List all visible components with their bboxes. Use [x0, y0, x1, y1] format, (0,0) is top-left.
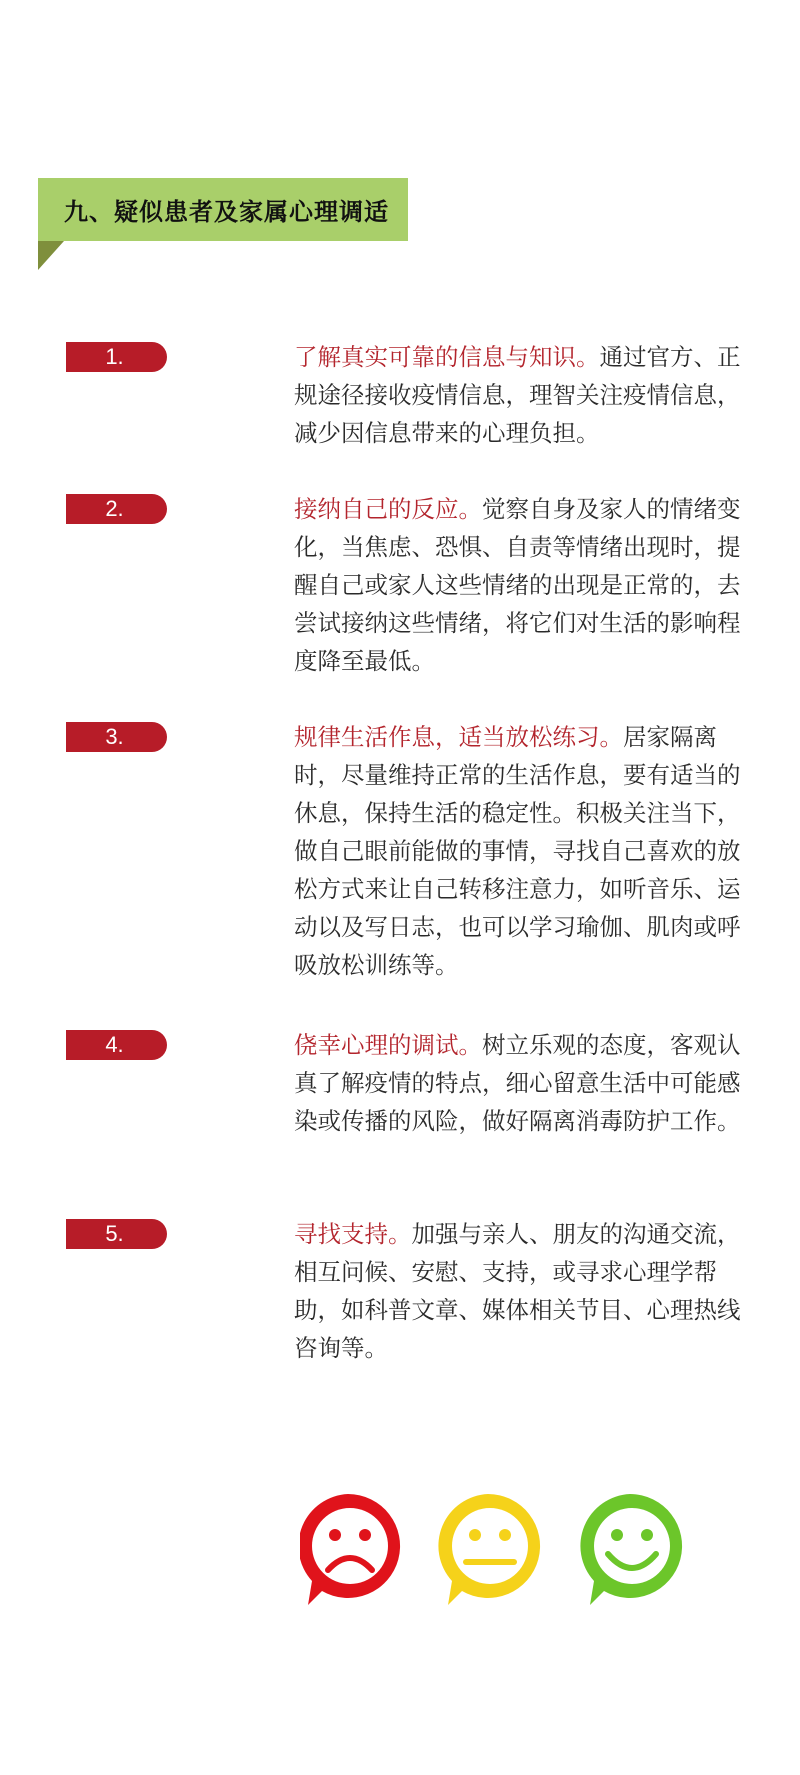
item-lead: 寻找支持。: [294, 1220, 412, 1248]
item-text: [294, 338, 741, 452]
item-body: 通过官方、正规途径接收疫情信息，理智关注疫情信息，减少因信息带来的心理负担。: [294, 343, 741, 447]
item-lead: 了解真实可靠的信息与知识。: [294, 343, 600, 371]
item-number: 3.: [105, 724, 124, 749]
emotion-faces: [300, 1490, 720, 1610]
item-body: 居家隔离时，尽量维持正常的生活作息，要有适当的休息，保持生活的稳定性。积极关注当下，做自己眼前能做的事情，寻找自己喜欢的放松方式来让自己转移注意力，如听音乐、运动以及写日志，也可以学习瑜伽、肌肉或呼吸放松训练等。: [294, 723, 741, 979]
item-body: 加强与亲人、朋友的沟通交流，相互问候、安慰、支持，或寻求心理学帮助，如科普文章、媒体相关节目、心理热线咨询等。: [294, 1220, 741, 1362]
item-number: 2.: [105, 496, 124, 521]
item-body: 树立乐观的态度，客观认真了解疫情的特点，细心留意生活中可能感染或传播的风险，做好隔离消毒防护工作。: [294, 1031, 741, 1135]
item-body: 觉察自身及家人的情绪变化，当焦虑、恐惧、自责等情绪出现时，提醒自己或家人这些情绪的出现是正常的，去尝试接纳这些情绪，将它们对生活的影响程度降至最低。: [294, 495, 741, 675]
item-text: [294, 718, 741, 984]
page-title: 九、疑似患者及家属心理调适: [64, 198, 389, 226]
happy-face-icon: [580, 1494, 682, 1605]
item-number-badge: [66, 494, 167, 524]
banner-fold: [38, 241, 64, 270]
item-number-badge: [66, 1030, 167, 1060]
item-text: [294, 1026, 741, 1140]
item-number: 4.: [105, 1032, 124, 1057]
item-text: [294, 490, 741, 680]
page-title-banner: [38, 178, 408, 241]
item-number-badge: [66, 722, 167, 752]
item-number: 1.: [105, 344, 124, 369]
item-lead: 接纳自己的反应。: [294, 495, 482, 523]
item-number-badge: [66, 1219, 167, 1249]
neutral-face-icon: [438, 1494, 540, 1605]
sad-face-icon: [300, 1494, 400, 1605]
item-number-badge: [66, 342, 167, 372]
item-text: [294, 1215, 741, 1367]
item-lead: 侥幸心理的调试。: [294, 1031, 482, 1059]
item-number: 5.: [105, 1221, 124, 1246]
item-lead: 规律生活作息，适当放松练习。: [294, 723, 623, 751]
